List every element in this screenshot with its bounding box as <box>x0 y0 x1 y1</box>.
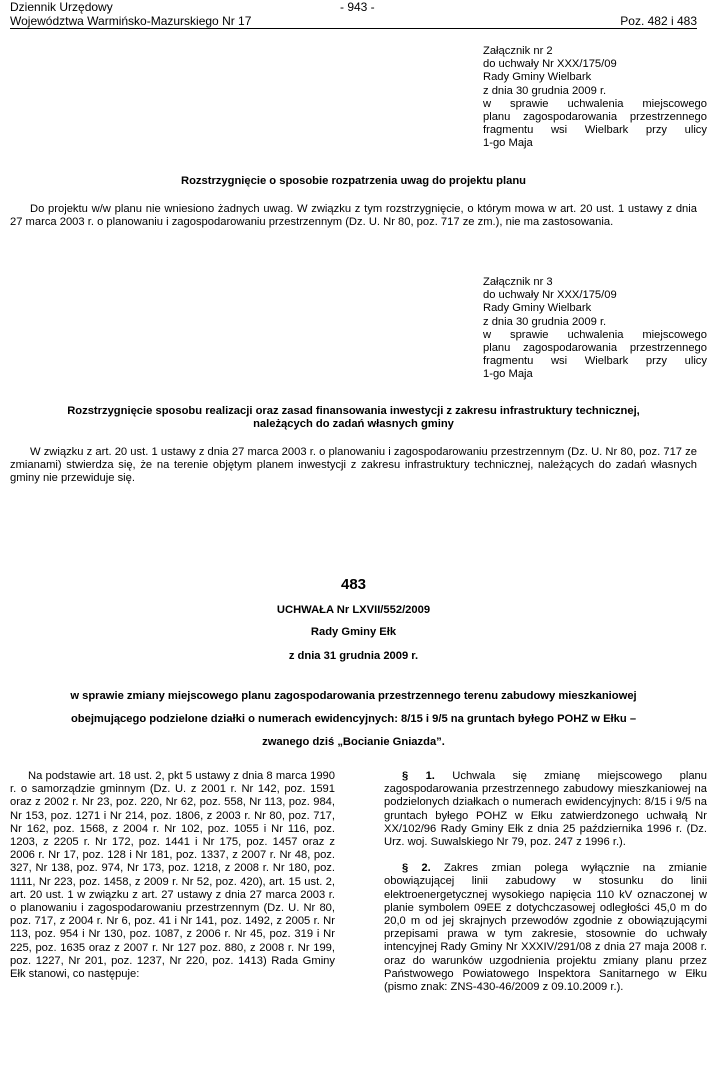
annex3-title-line1: Rozstrzygnięcie sposobu realizacji oraz zasad finansowania inwestycji z zakresu infrastruktury technicznej, <box>67 405 640 417</box>
annex3-subject-last: 1-go Maja <box>483 368 533 381</box>
annex3-title-line2: należących do zadań własnych gminy <box>253 418 454 430</box>
annex3-line: Załącznik nr 3 <box>483 276 553 288</box>
section-2-label: § 2. <box>402 862 431 875</box>
right-column <box>384 770 707 994</box>
journal-title-line1: Dziennik Urzędowy <box>10 0 113 14</box>
annex2-title: Rozstrzygnięcie o sposobie rozpatrzenia uwag do projektu planu <box>181 175 526 187</box>
section-1 <box>384 770 707 849</box>
annex3-meta <box>483 276 707 382</box>
annex2-subject-line: w sprawie uchwalenia miejscowego <box>483 97 707 110</box>
annex3-body: W związku z art. 20 ust. 1 ustawy z dnia 27 marca 2003 r. o planowaniu i zagospodarowaniu przestrzennym (Dz. U. Nr 80, poz. 717 ze zmianami) stwierdza się, że na terenie objętym planem inwestycji z zakresu infrastruktury technicznej, należących do zadań własnych gminy nie przewiduje się. <box>10 446 697 485</box>
annex3-line: do uchwały Nr XXX/175/09 <box>483 289 617 302</box>
header-divider <box>10 28 697 29</box>
annex2-body: Do projektu w/w planu nie wniesiono żadnych uwag. W związku z tym rozstrzygnięcie, o którym mowa w art. 20 ust. 1 ustawy z dnia 27 marca 2003 r. o planowaniu i zagospodarowaniu przestrzennym (Dz. U. Nr 80, poz. 717 ze zm.), nie ma zastosowania. <box>10 203 697 229</box>
section-1-label: § 1. <box>402 770 435 782</box>
annex2-line: z dnia 30 grudnia 2009 r. <box>483 84 607 97</box>
position-number: 483 <box>340 576 367 593</box>
journal-title-line2: Województwa Warmińsko-Mazurskiego Nr 17 <box>10 14 252 28</box>
annex2-line: Załącznik nr 2 <box>483 45 553 57</box>
annex3-subject-line: w sprawie uchwalenia miejscowego <box>483 328 707 341</box>
section-2-text: Zakres zmian polega wyłącznie na zmianie obowiązującej linii zabudowy w stosunku do linii elektroenergetycznej wysokiego napięcia 110 kV oznaczonej w planie symbolem 09EE z dotychczasowej odległości 45,0 m do 20,0 m od jej skrajnych przewodów zgodnie z obowiązującymi przepisami prawa w tym zakresie, stosownie do uchwały intencyjnej Rady Gminy Nr XXXIV/291/08 z dnia 27 maja 2008 r. oraz do warunków uzgodnienia projektu zmiany planu przez Państwowego Powiatowego Inspektora Sanitarnego w Ełku (pismo znak: ZNS-430-46/2009 z 09.10.2009 r.). <box>384 862 707 994</box>
resolution-subject-line2: obejmującego podzielone działki o numerach ewidencyjnych: 8/15 i 9/5 na gruntach byłego POHZ w Ełku – <box>70 713 637 725</box>
annex2-subject-last: 1-go Maja <box>483 137 533 150</box>
annex2-meta <box>483 45 707 151</box>
annex3-line: z dnia 30 grudnia 2009 r. <box>483 315 607 328</box>
resolution-subject-line3: zwanego dziś „Bocianie Gniazda”. <box>262 736 445 748</box>
resolution-date: z dnia 31 grudnia 2009 r. <box>288 650 419 662</box>
annex3-line: Rady Gminy Wielbark <box>483 302 592 315</box>
resolution-title: UCHWAŁA Nr LXVII/552/2009 <box>276 604 431 616</box>
left-column <box>10 770 335 981</box>
resolution-subject-line1: w sprawie zmiany miejscowego planu zagospodarowania przestrzennego terenu zabudowy mieszkaniowej <box>70 690 637 702</box>
annex2-subject-line: planu zagospodarowania przestrzennego <box>483 111 707 124</box>
annex2-subject-line: fragmentu wsi Wielbark przy ulicy <box>483 124 707 137</box>
annex2-line: Rady Gminy Wielbark <box>483 71 592 84</box>
resolution-council: Rady Gminy Ełk <box>310 626 397 638</box>
annex2-line: do uchwały Nr XXX/175/09 <box>483 58 617 71</box>
page-number: - 943 - <box>340 0 375 14</box>
section-1-text: Uchwala się zmianę miejscowego planu zagospodarowania przestrzennego zabudowy mieszkaniowej na podzielonych działkach o numerach ewidencyjnych: 8/15 i 9/5 na gruntach byłego POHZ w Ełku zatwierdzonego uchwałą Nr XX/102/96 Rady Gminy Ełk z dnia 25 października 1996 r. (Dz. Urz. woj. Suwalskiego Nr 79, poz. 247 z 1996 r.). <box>384 770 707 849</box>
resolution-preamble: Na podstawie art. 18 ust. 2, pkt 5 ustawy z dnia 8 marca 1990 r. o samorządzie gminnym (Dz. U. z 2001 r. Nr 142, poz. 1591 oraz z 2002 r. Nr 23, poz. 220, Nr 62, poz. 558, Nr 113, poz. 984, Nr 153, poz. 1271 i Nr 214, poz. 1806, z 2003 r. Nr 80, poz. 717, Nr 162, poz. 1568, z 2004 r. Nr 102, poz. 1055 i Nr 116, poz. 1203, z 2205 r. Nr 172, poz. 1441 i Nr 175, poz. 1457 oraz z 2006 r. Nr 17, poz. 128 i Nr 181, poz. 1337, z 2007 r. Nr 48, poz. 327, Nr 138, poz. 974, Nr 173, poz. 1218, z 2008 r. Nr 180, poz. 1111, Nr 223, poz. 1458, z 2009 r. Nr 52, poz. 420), art. 15 ust. 2, art. 20 ust. 1 w związku z art. 27 ustawy z dnia 27 marca 2003 r. o planowaniu i zagospodarowaniu przestrzennym (Dz. U. Nr 80, poz. 717, z 2004 r. Nr 6, poz. 41 i Nr 141, poz. 1492, z 2005 r. Nr 113, poz. 954 i Nr 130, poz. 1087, z 2006 r. Nr 45, poz. 319 i Nr 225, poz. 1635 oraz z 2007 r. Nr 127 poz. 880, z 2008 r. Nr 199, poz. 1227, Nr 201, poz. 1237, Nr 220, poz. 1413) Rada Gminy Ełk stanowi, co następuje: <box>10 770 335 981</box>
annex3-subject-line: fragmentu wsi Wielbark przy ulicy <box>483 355 707 368</box>
positions-label: Poz. 482 i 483 <box>620 14 697 28</box>
section-2 <box>384 862 707 994</box>
annex3-subject-line: planu zagospodarowania przestrzennego <box>483 342 707 355</box>
